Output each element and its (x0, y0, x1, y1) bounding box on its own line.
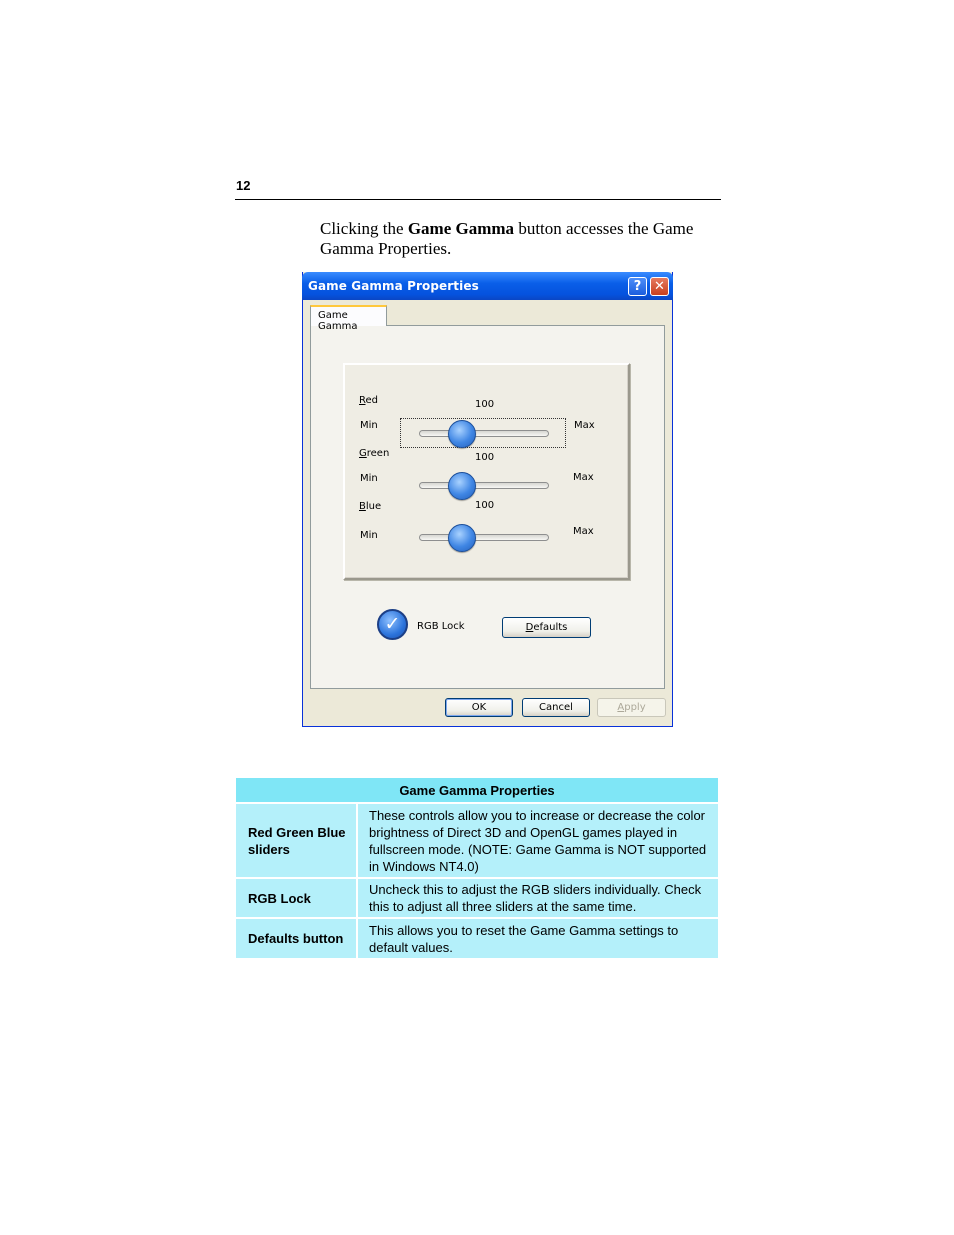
rgb-lock-label[interactable]: RGB Lock (417, 621, 465, 632)
defaults-button[interactable] (502, 617, 591, 638)
row-desc: Uncheck this to adjust the RGB sliders individually. Check this to adjust all three sliders at the same time. (357, 878, 718, 918)
intro-prefix: Clicking the (320, 219, 408, 238)
green-label-initial: G (359, 448, 367, 459)
row-desc: This allows you to reset the Game Gamma settings to default values. (357, 918, 718, 958)
titlebar[interactable] (302, 272, 673, 300)
red-label-initial: R (359, 395, 366, 406)
page-number: 12 (236, 178, 251, 193)
green-min-label: Min (360, 473, 378, 484)
green-label-rest: reen (366, 448, 390, 459)
blue-max-label: Max (573, 526, 594, 537)
ok-button[interactable]: OK (445, 698, 513, 717)
row-desc: These controls allow you to increase or decrease the color brightness of Direct 3D and OpenGL games played in fullscreen mode. (NOTE: Game Gamma is NOT supported in Windows NT4.0) (357, 803, 718, 878)
help-button[interactable] (628, 277, 647, 296)
blue-label-rest: lue (365, 501, 382, 512)
help-icon: ? (633, 279, 642, 294)
row-term: Defaults button (236, 918, 357, 958)
row-term: RGB Lock (236, 878, 357, 918)
red-min-label: Min (360, 420, 378, 431)
green-slider-thumb[interactable] (448, 472, 476, 500)
apply-initial: A (617, 702, 625, 713)
intro-bold-term: Game Gamma (407, 219, 515, 238)
green-value: 100 (475, 452, 495, 463)
slider-group (343, 363, 630, 580)
apply-button[interactable] (597, 698, 666, 717)
table-title: Game Gamma Properties (236, 778, 718, 803)
red-value: 100 (475, 399, 495, 410)
close-button[interactable] (650, 277, 669, 296)
red-max-label: Max (574, 420, 595, 431)
checkmark-icon: ✓ (384, 613, 401, 635)
cancel-button[interactable]: Cancel (522, 698, 590, 717)
blue-slider-thumb[interactable] (448, 524, 476, 552)
game-gamma-dialog (302, 272, 673, 727)
green-max-label: Max (573, 472, 594, 483)
red-slider-thumb[interactable] (448, 420, 476, 448)
tab-panel (310, 325, 665, 689)
apply-rest: pply (624, 702, 646, 713)
table-header-row (236, 778, 718, 803)
close-icon: ✕ (654, 279, 665, 294)
blue-label-initial: B (359, 501, 366, 512)
properties-table (236, 778, 718, 958)
table-row (236, 918, 718, 958)
blue-label (359, 501, 381, 512)
green-label (359, 448, 389, 459)
table-row (236, 878, 718, 918)
green-slider-track[interactable] (419, 482, 549, 489)
intro-paragraph (320, 219, 720, 259)
blue-slider-track[interactable] (419, 534, 549, 541)
red-label-rest: ed (365, 395, 378, 406)
tab-game-gamma[interactable]: Game Gamma (310, 305, 387, 326)
blue-min-label: Min (360, 530, 378, 541)
rgb-lock-checkbox[interactable] (377, 609, 408, 640)
defaults-initial: D (525, 622, 534, 633)
header-rule (235, 199, 721, 200)
intro-suffix: button accesses the Game Gamma Properties. (320, 219, 694, 258)
dialog-title: Game Gamma Properties (308, 279, 479, 293)
blue-value: 100 (475, 500, 495, 511)
red-label (359, 395, 378, 406)
row-term: Red Green Blue sliders (236, 803, 357, 878)
red-slider-track[interactable] (419, 430, 549, 437)
defaults-rest: efaults (533, 622, 568, 633)
table-row (236, 803, 718, 878)
